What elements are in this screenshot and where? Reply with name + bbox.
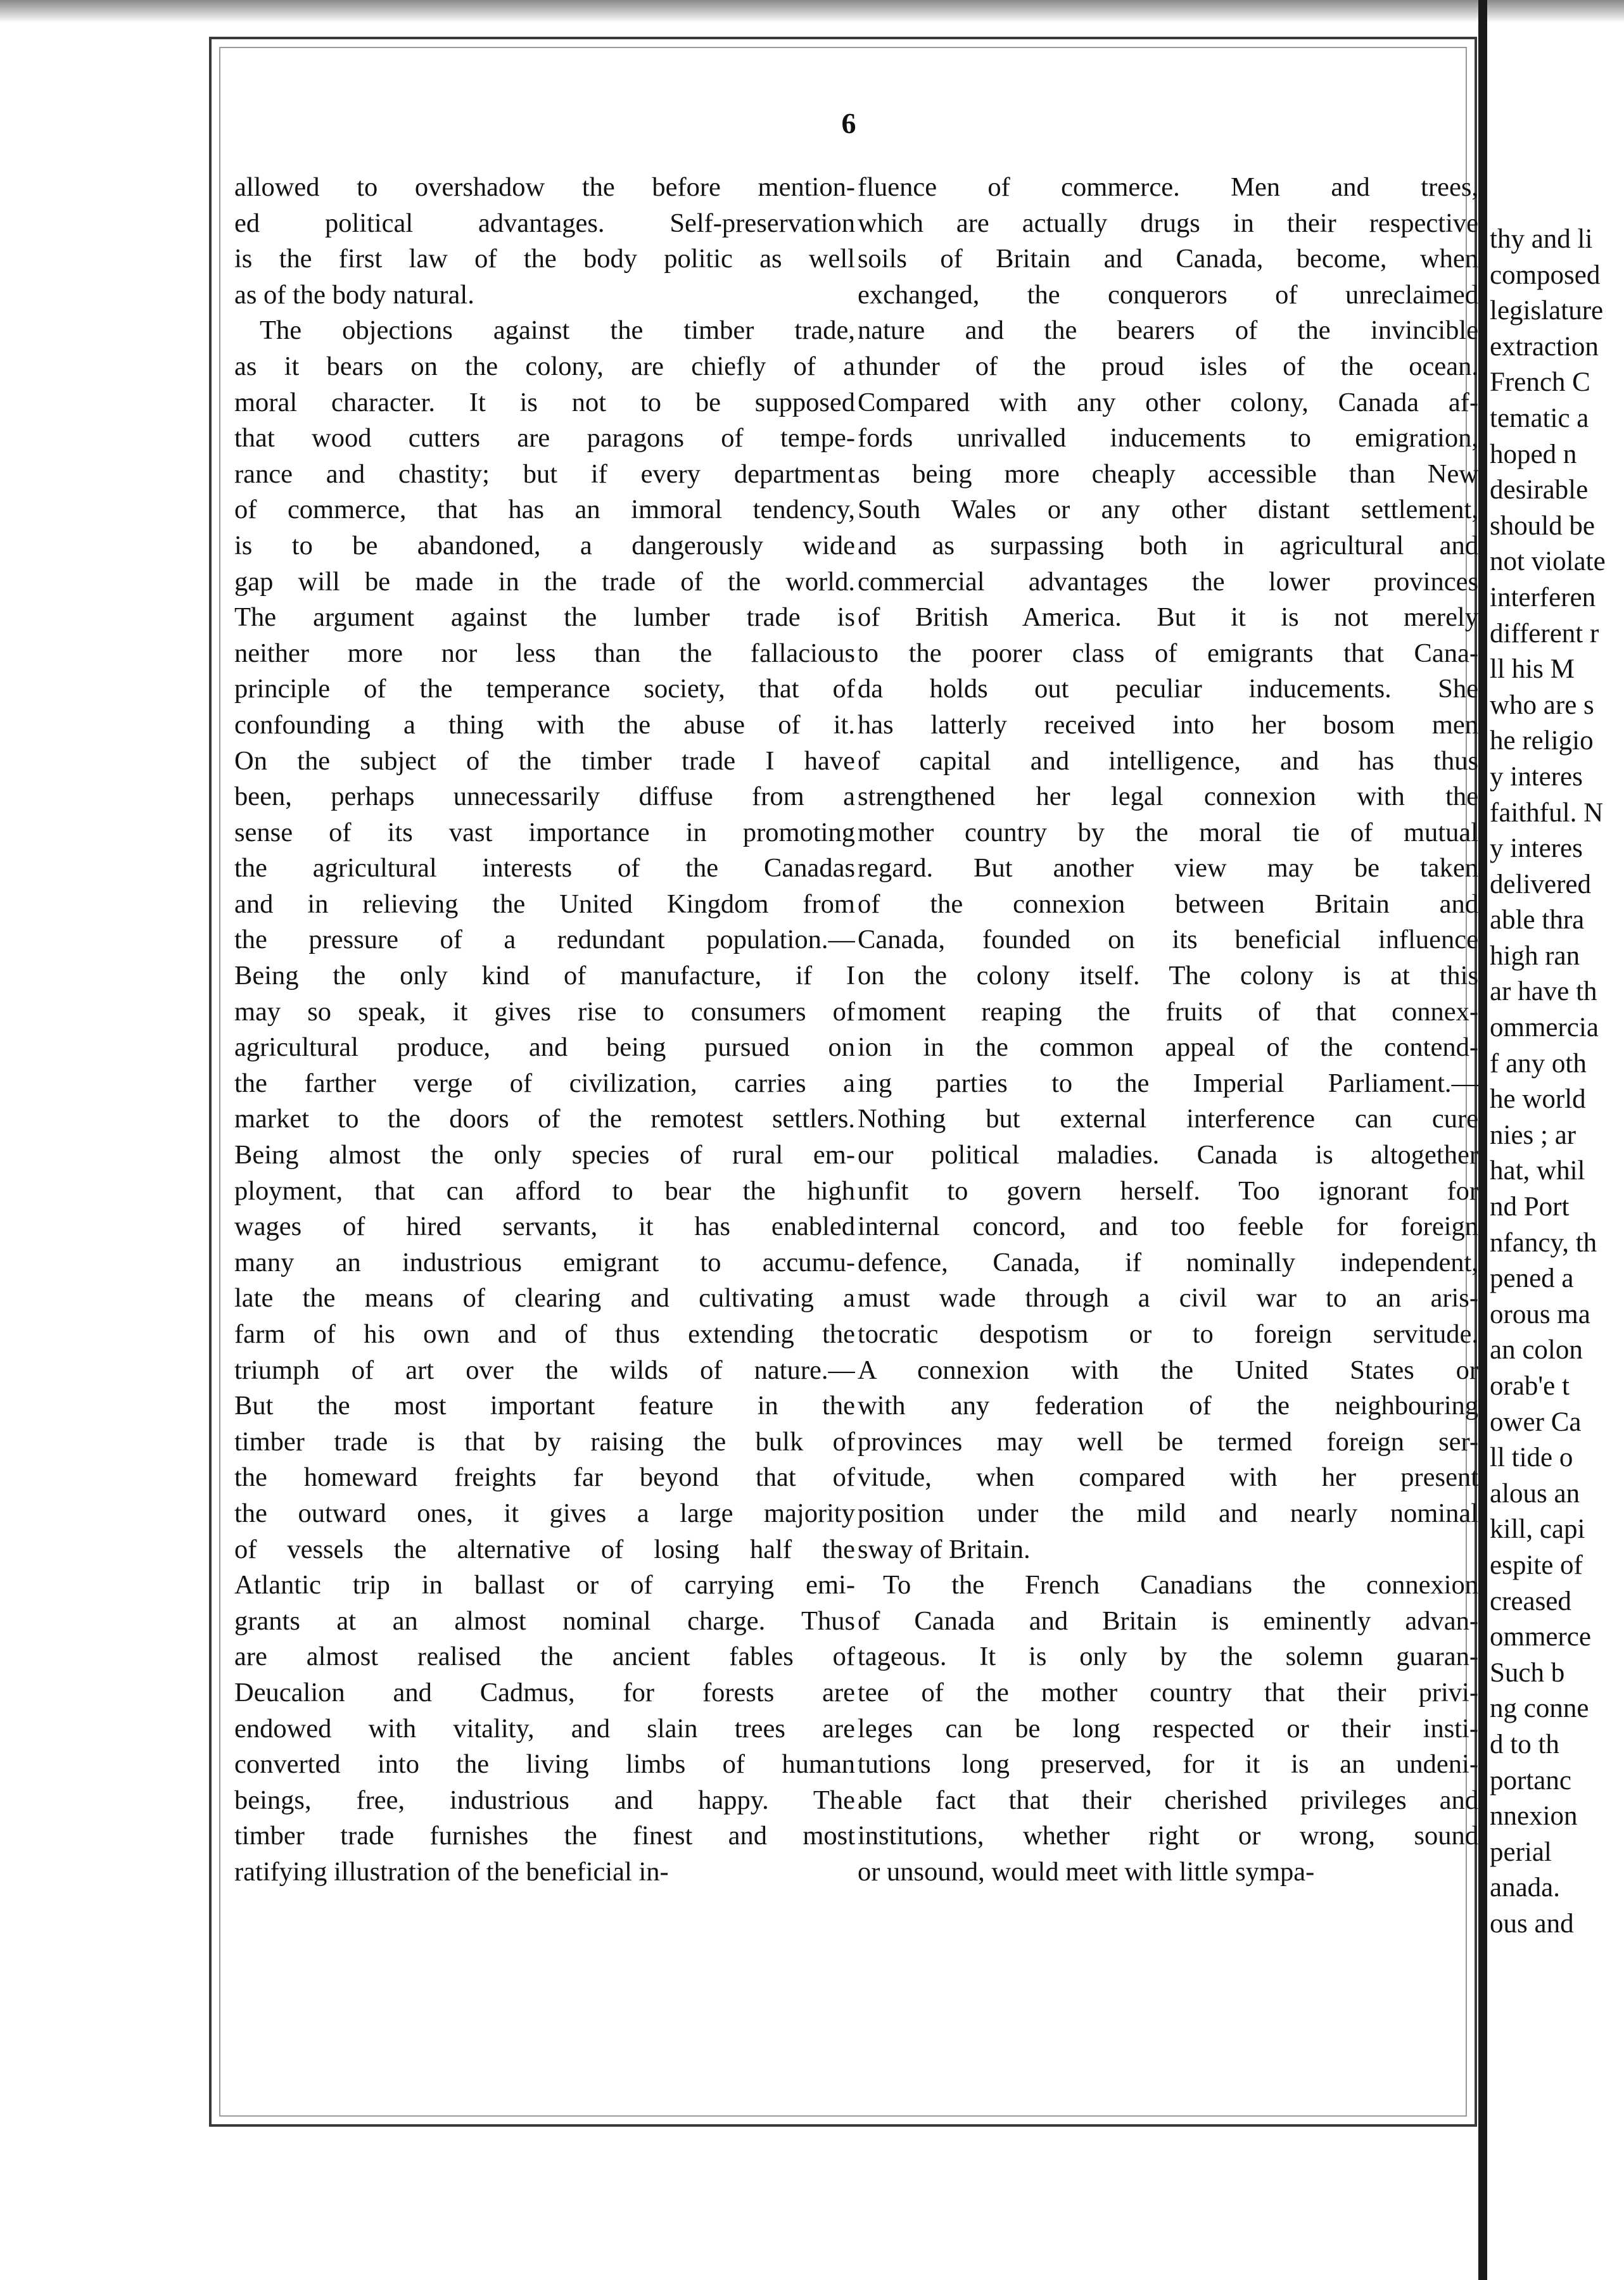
adjacent-text-line: he religio (1490, 726, 1594, 756)
adjacent-text-line: not violate (1490, 547, 1606, 577)
page-number: 6 (841, 107, 856, 139)
text-line: sense of its vast importance in promoting (234, 817, 855, 847)
adjacent-text-line: kill, capi (1490, 1514, 1585, 1545)
text-line: with any federation of the neighbouring (858, 1391, 1478, 1421)
text-line: late the means of clearing and cultivating a (234, 1283, 855, 1314)
text-line: To the French Canadians the connexion (883, 1570, 1478, 1600)
text-line: and in relieving the United Kingdom from (234, 889, 855, 919)
adjacent-text-line: perial (1490, 1837, 1552, 1867)
text-line: the homeward freights far beyond that of (234, 1462, 855, 1493)
adjacent-text-line: creased (1490, 1586, 1571, 1616)
adjacent-text-line: ng conne (1490, 1694, 1589, 1724)
text-line: But the most important feature in the (234, 1391, 855, 1421)
text-line: timber trade is that by raising the bulk of (234, 1426, 855, 1457)
text-line: Deucalion and Cadmus, for forests are (234, 1677, 855, 1707)
text-line: of British America. But it is not merely (858, 602, 1478, 633)
adjacent-text-line: ous and (1490, 1908, 1574, 1939)
text-line: principle of the temperance society, that of (234, 674, 855, 704)
adjacent-text-line: desirable (1490, 475, 1589, 505)
text-line: wages of hired servants, it has enabled (234, 1212, 855, 1242)
text-line: allowed to overshadow the before mention- (234, 172, 855, 202)
adjacent-text-line: anada. (1490, 1873, 1561, 1903)
text-line: Being the only kind of manufacture, if I (234, 961, 855, 991)
text-line: A connexion with the United States or (858, 1355, 1478, 1385)
text-line: on the colony itself. The colony is at this (858, 961, 1478, 991)
adjacent-text-line: should be (1490, 510, 1595, 541)
text-line: vitude, when compared with her present (858, 1462, 1478, 1493)
text-line: provinces may well be termed foreign ser- (858, 1426, 1478, 1457)
text-line: unfit to govern herself. Too ignorant for (858, 1175, 1478, 1206)
text-line: triumph of art over the wilds of nature.— (234, 1355, 855, 1385)
adjacent-text-line: orous ma (1490, 1299, 1590, 1329)
text-line: mother country by the moral tie of mutual (858, 817, 1478, 847)
adjacent-text-line: French C (1490, 367, 1590, 398)
adjacent-page-fragment (1490, 222, 1624, 1942)
text-line: moment reaping the fruits of that connex- (858, 996, 1478, 1027)
text-line: grants at an almost nominal charge. Thus (234, 1606, 855, 1636)
text-line: institutions, whether right or wrong, sound (858, 1821, 1478, 1851)
text-line: thunder of the proud isles of the ocean. (858, 351, 1478, 381)
text-line: The argument against the lumber trade is (234, 602, 855, 633)
text-line: as being more cheaply accessible than New (858, 459, 1478, 489)
text-line: defence, Canada, if nominally independent, (858, 1247, 1478, 1277)
text-line: many an industrious emigrant to accumu- (234, 1247, 855, 1277)
adjacent-text-line: high ran (1490, 940, 1580, 971)
adjacent-text-line: nnexion (1490, 1801, 1578, 1832)
adjacent-text-line: ommercia (1490, 1013, 1599, 1043)
adjacent-text-line: ll tide o (1490, 1443, 1573, 1473)
text-line: fluence of commerce. Men and trees, (858, 172, 1478, 202)
text-line: ratifying illustration of the beneficial in- (234, 1856, 669, 1887)
adjacent-text-line: portanc (1490, 1765, 1571, 1796)
text-line: as of the body natural. (234, 279, 474, 310)
scan-top-shadow (0, 0, 1624, 23)
text-line: as it bears on the colony, are chiefly of a (234, 351, 855, 381)
text-line: rance and chastity; but if every department (234, 459, 855, 489)
adjacent-text-line: orab'e t (1490, 1371, 1570, 1401)
adjacent-text-line: ar have th (1490, 977, 1597, 1007)
text-line: ing parties to the Imperial Parliament.— (858, 1068, 1478, 1098)
text-line: our political maladies. Canada is altogether (858, 1140, 1478, 1170)
adjacent-text-line: ommerce (1490, 1622, 1591, 1652)
adjacent-text-line: composed (1490, 260, 1601, 290)
text-line: tageous. It is only by the solemn guaran- (858, 1642, 1478, 1672)
adjacent-text-line: nies ; ar (1490, 1120, 1576, 1150)
adjacent-text-line: y interes (1490, 833, 1583, 864)
text-line: and as surpassing both in agricultural and (858, 530, 1478, 560)
text-line: The objections against the timber trade, (260, 315, 855, 346)
text-line: are almost realised the ancient fables of (234, 1642, 855, 1672)
adjacent-text-line: f any oth (1490, 1048, 1587, 1079)
text-line: gap will be made in the trade of the world. (234, 566, 855, 597)
text-line: Canada, founded on its beneficial influence (858, 925, 1478, 955)
text-line: Nothing but external interference can cure (858, 1104, 1478, 1134)
text-line: tocratic despotism or to foreign servitude. (858, 1319, 1478, 1349)
text-line: has latterly received into her bosom men (858, 709, 1478, 740)
text-line: able fact that their cherished privileges and (858, 1785, 1478, 1815)
text-line: sway of Britain. (858, 1534, 1031, 1564)
text-line: fords unrivalled inducements to emigration, (858, 423, 1478, 453)
text-line: strengthened her legal connexion with the (858, 782, 1478, 812)
text-line: commercial advantages the lower provinces (858, 566, 1478, 597)
adjacent-text-line: Such b (1490, 1657, 1565, 1688)
text-line: tutions long preserved, for it is an undeni- (858, 1749, 1478, 1780)
adjacent-text-line: delivered (1490, 869, 1591, 899)
text-line: confounding a thing with the abuse of it. (234, 709, 855, 740)
adjacent-text-line: interferen (1490, 582, 1596, 612)
text-line: of capital and intelligence, and has thus (858, 745, 1478, 776)
text-line: of Canada and Britain is eminently advan- (858, 1606, 1478, 1636)
adjacent-text-line: ower Ca (1490, 1407, 1582, 1437)
text-line: market to the doors of the remotest settlers. (234, 1104, 855, 1134)
text-line: of commerce, that has an immoral tendency, (234, 495, 855, 525)
adjacent-text-line: he world (1490, 1084, 1586, 1115)
text-line: of vessels the alternative of losing half the (234, 1534, 855, 1564)
text-line: Atlantic trip in ballast or of carrying emi- (234, 1570, 855, 1600)
adjacent-text-line: alous an (1490, 1478, 1580, 1509)
adjacent-text-line: thy and li (1490, 224, 1593, 254)
right-text-column (858, 170, 1478, 1890)
text-line: is the first law of the body politic as well (234, 244, 855, 274)
text-line: nature and the bearers of the invincible (858, 315, 1478, 346)
adjacent-text-line: different r (1490, 618, 1599, 649)
text-line: internal concord, and too feeble for foreign (858, 1212, 1478, 1242)
text-line: farm of his own and of thus extending the (234, 1319, 855, 1349)
adjacent-text-line: able thra (1490, 905, 1585, 935)
text-line: ployment, that can afford to bear the high (234, 1175, 855, 1206)
text-line: regard. But another view may be taken (858, 853, 1478, 884)
adjacent-text-line: an colon (1490, 1335, 1583, 1365)
adjacent-text-line: hat, whil (1490, 1156, 1585, 1186)
text-line: timber trade furnishes the finest and most (234, 1821, 855, 1851)
text-line: may so speak, it gives rise to consumers of (234, 996, 855, 1027)
text-line: the agricultural interests of the Canadas (234, 853, 855, 884)
text-line: agricultural produce, and being pursued on (234, 1032, 855, 1063)
adjacent-text-line: tematic a (1490, 403, 1589, 433)
adjacent-text-line: who are s (1490, 690, 1594, 720)
text-line: leges can be long respected or their insti- (858, 1713, 1478, 1744)
adjacent-text-line: legislature (1490, 296, 1604, 326)
text-line: neither more nor less than the fallacious (234, 638, 855, 668)
adjacent-text-line: extraction (1490, 331, 1599, 362)
text-line: Being almost the only species of rural em- (234, 1140, 855, 1170)
text-line: tee of the mother country that their privi- (858, 1677, 1478, 1707)
text-line: ed political advantages. Self-preservation (234, 208, 855, 238)
text-line: converted into the living limbs of human (234, 1749, 855, 1780)
text-line: South Wales or any other distant settlement, (858, 495, 1478, 525)
adjacent-text-line: faithful. N (1490, 797, 1604, 828)
text-line: the farther verge of civilization, carries a (234, 1068, 855, 1098)
adjacent-text-line: nfancy, th (1490, 1227, 1597, 1258)
adjacent-text-line: y interes (1490, 761, 1583, 792)
text-line: of the connexion between Britain and (858, 889, 1478, 919)
text-line: to the poorer class of emigrants that Cana- (858, 638, 1478, 668)
text-line: that wood cutters are paragons of tempe- (234, 423, 855, 453)
adjacent-text-line: espite of (1490, 1550, 1583, 1580)
text-line: been, perhaps unnecessarily diffuse from a (234, 782, 855, 812)
text-line: endowed with vitality, and slain trees are (234, 1713, 855, 1744)
text-line: is to be abandoned, a dangerously wide (234, 530, 855, 560)
adjacent-text-line: nd Port (1490, 1192, 1570, 1222)
text-line: Compared with any other colony, Canada af- (858, 387, 1478, 417)
text-line: position under the mild and nearly nominal (858, 1498, 1478, 1528)
text-line: exchanged, the conquerors of unreclaimed (858, 279, 1478, 310)
text-line: must wade through a civil war to an aris- (858, 1283, 1478, 1314)
text-line: the outward ones, it gives a large majority (234, 1498, 855, 1528)
text-line: da holds out peculiar inducements. She (858, 674, 1478, 704)
text-line: or unsound, would meet with little sympa- (858, 1856, 1315, 1887)
text-line: moral character. It is not to be supposed (234, 387, 855, 417)
text-line: On the subject of the timber trade I have (234, 745, 855, 776)
text-line: ion in the common appeal of the contend- (858, 1032, 1478, 1063)
adjacent-text-line: hoped n (1490, 439, 1577, 469)
book-spine-divider (1478, 0, 1487, 2280)
text-line: soils of Britain and Canada, become, when (858, 244, 1478, 274)
text-line: the pressure of a redundant population.— (234, 925, 855, 955)
text-line: which are actually drugs in their respective (858, 208, 1478, 238)
text-line: beings, free, industrious and happy. The (234, 1785, 855, 1815)
adjacent-text-line: pened a (1490, 1264, 1574, 1294)
left-text-column (234, 170, 855, 1890)
adjacent-text-line: d to th (1490, 1729, 1559, 1759)
adjacent-text-line: ll his M (1490, 654, 1575, 685)
